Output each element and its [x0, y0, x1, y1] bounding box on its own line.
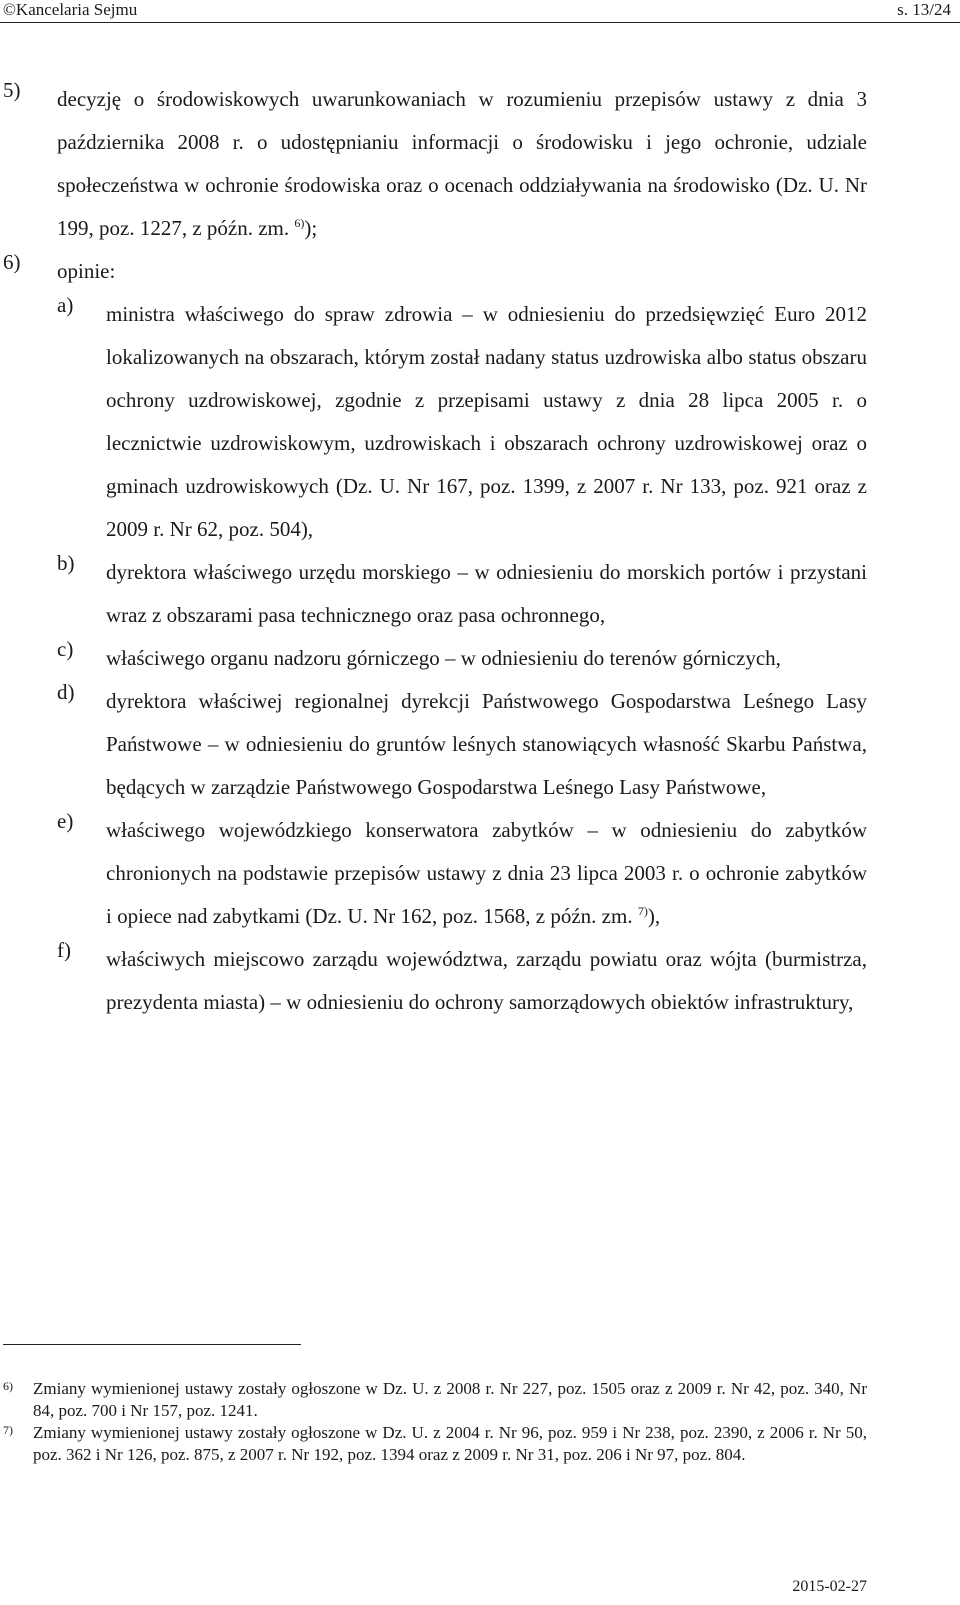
sub-item-letter: b) [57, 551, 75, 575]
footnote-text: Zmiany wymienionej ustawy zostały ogłoszone w Dz. U. z 2008 r. Nr 227, poz. 1505 oraz z 2009 r. Nr 42, poz. 340, Nr 84, poz. 700 i Nr 157, poz. 1241. [33, 1379, 867, 1420]
sub-item-text-end: ), [647, 904, 661, 928]
list-item [0, 78, 960, 250]
page-number: s. 13/24 [897, 0, 951, 19]
sub-item [0, 938, 960, 1024]
sub-item [0, 809, 960, 938]
sub-item-text: ministra właściwego do spraw zdrowia – w odniesieniu do przedsięwzięć Euro 2012 lokalizowanych na obszarach, którym został nadany status uzdrowiska albo status obszaru ochrony uzdrowiskowej, zgodnie z przepisami ustawy z dnia 28 lipca 2005 r. o lecznictwie uzdrowiskowym, uzdrowiskach i obszarach ochrony uzdrowiskowej oraz o gminach uzdrowiskowych (Dz. U. Nr 167, poz. 1399, z 2007 r. Nr 133, poz. 921 oraz z 2009 r. Nr 62, poz. 504), [106, 302, 867, 541]
item-text [57, 78, 867, 250]
footnote-text: Zmiany wymienionej ustawy zostały ogłoszone w Dz. U. z 2004 r. Nr 96, poz. 959 i Nr 238, poz. 2390, z 2006 r. Nr 50, poz. 362 i Nr 126, poz. 875, z 2007 r. Nr 192, poz. 1394 oraz z 2009 r. Nr 31, poz. 206 i Nr 97, poz. 804. [33, 1423, 867, 1464]
sub-item-text-part: właściwego wojewódzkiego konserwatora zabytków – w odniesieniu do zabytków chronionych na podstawie przepisów ustawy z dnia 23 lipca 2003 r. o ochronie zabytków i opiece nad zabytkami (Dz. U. Nr 162, poz. 1568, z późn. zm. [106, 818, 867, 928]
header-rule [0, 22, 960, 23]
sub-item-letter: a) [57, 293, 74, 317]
sub-item-letter: f) [57, 938, 71, 962]
list-item [0, 250, 960, 293]
sub-item-text: właściwego organu nadzoru górniczego – w odniesieniu do terenów górniczych, [106, 646, 781, 670]
page-header [0, 0, 960, 24]
sub-item [0, 551, 960, 637]
sub-item-text: dyrektora właściwej regionalnej dyrekcji Państwowego Gospodarstwa Leśnego Lasy Państwowe – w odniesieniu do gruntów leśnych stanowiących własność Skarbu Państwa, będących w zarządzie Państwowego Gospodarstwa Leśnego Lasy Państwowe, [106, 689, 867, 799]
sub-item-text: właściwych miejscowo zarządu województwa, zarządu powiatu oraz wójta (burmistrza, prezydenta miasta) – w odniesieniu do ochrony samorządowych obiektów infrastruktury, [106, 947, 867, 1014]
sub-item-text: dyrektora właściwego urzędu morskiego – w odniesieniu do morskich portów i przystani wraz z obszarami pasa technicznego oraz pasa ochronnego, [106, 560, 867, 627]
sub-item-letter: c) [57, 637, 74, 661]
item-text: opinie: [57, 259, 116, 283]
sub-item [0, 680, 960, 809]
sub-item-letter: e) [57, 809, 74, 833]
footnote [3, 1378, 867, 1422]
footnote-mark: 7) [3, 1423, 13, 1437]
footnote-ref[interactable]: 7) [637, 904, 648, 918]
publication-date: 2015-02-27 [792, 1578, 867, 1595]
item-number: 6) [3, 250, 21, 274]
sub-item [0, 293, 960, 551]
footnote-ref[interactable]: 6) [294, 216, 305, 230]
footnote-mark: 6) [3, 1379, 13, 1393]
sub-item-text [106, 809, 867, 938]
publisher-label: ©Kancelaria Sejmu [3, 0, 138, 19]
document-body [0, 78, 960, 1024]
footnote-separator [3, 1344, 301, 1345]
item-text-part: decyzję o środowiskowych uwarunkowaniach w rozumieniu przepisów ustawy z dnia 3 października 2008 r. o udostępnianiu informacji o środowisku i jego ochronie, udziale społeczeństwa w ochronie środowiska oraz o ocenach oddziaływania na środowisko (Dz. U. Nr 199, poz. 1227, z późn. zm. [57, 87, 867, 240]
footnotes [0, 1378, 960, 1466]
item-number: 5) [3, 78, 21, 102]
item-text-end: ); [304, 216, 318, 240]
sub-item [0, 637, 960, 680]
footnote [3, 1422, 867, 1466]
sub-item-letter: d) [57, 680, 75, 704]
